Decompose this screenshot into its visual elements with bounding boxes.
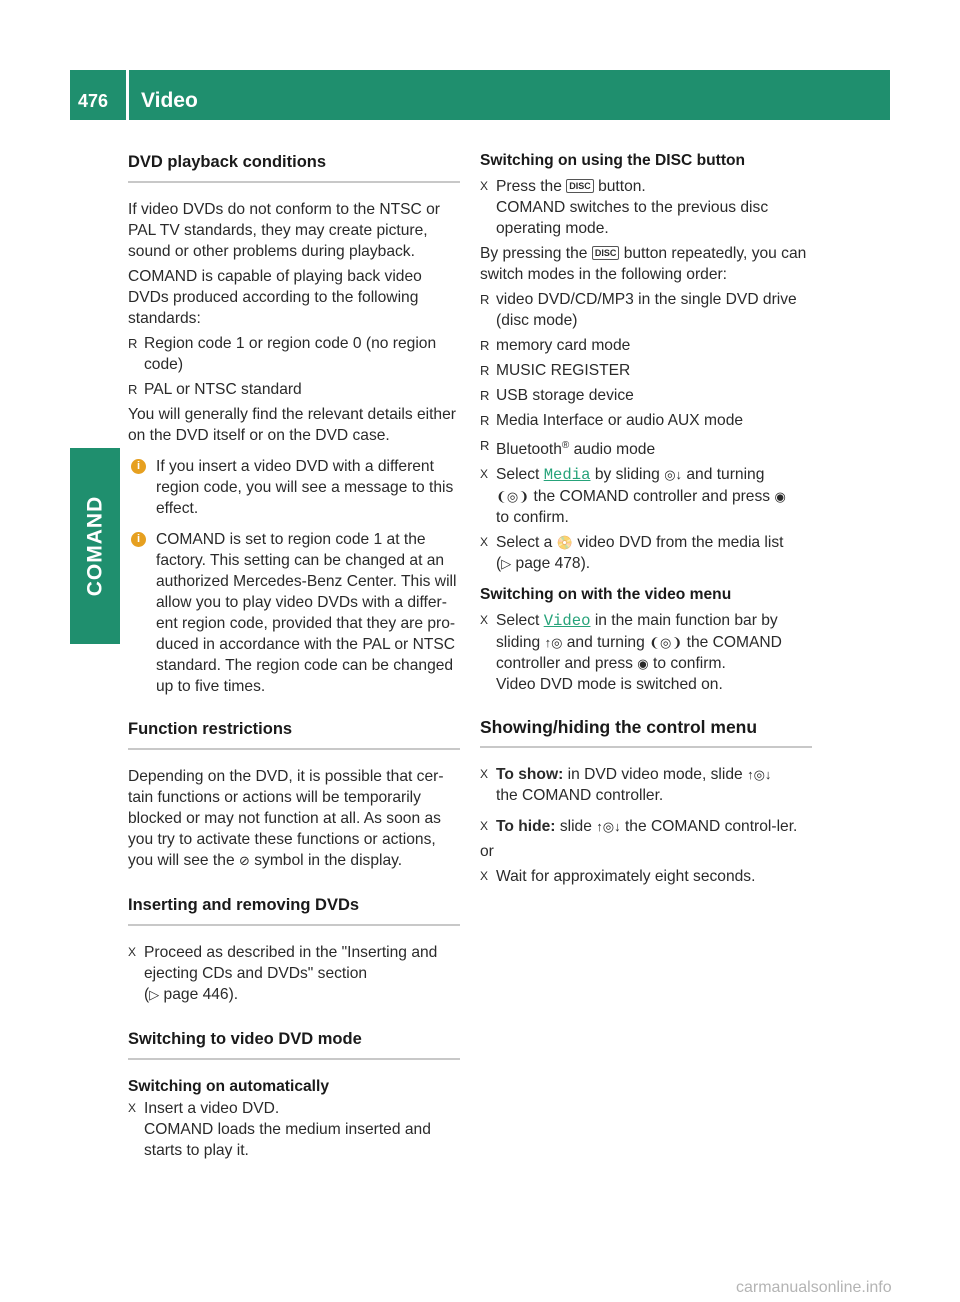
bullet-icon: R [128, 382, 138, 397]
watermark: carmanualsonline.info [736, 1279, 892, 1296]
info-icon: i [131, 459, 146, 474]
heading-switching-video-dvd: Switching to video DVD mode [128, 1027, 460, 1060]
list-item: R Media Interface or audio AUX mode [480, 412, 744, 429]
disc-key-icon: DISC [592, 246, 620, 260]
bullet-icon: R [480, 363, 490, 378]
heading-video-menu: Switching on with the video menu [480, 586, 732, 603]
header-separator [126, 70, 129, 120]
turn-controller-icon: ❨◎❩ [649, 635, 683, 650]
step-arrow-icon: X [480, 767, 489, 781]
bullet-icon: R [480, 292, 490, 307]
slide-up-icon: ↑◎ [544, 635, 563, 650]
bullet-icon: R [480, 413, 490, 428]
left-column [128, 150, 460, 1161]
paragraph: By pressing the DISC button repeatedly, you can switch modes in the following order: [480, 245, 807, 283]
step-item: X Proceed as described in the "Inserting and ejecting CDs and DVDs" section (▷ page 446). [128, 944, 438, 1003]
list-item: R USB storage device [480, 387, 634, 404]
right-column [480, 150, 812, 887]
paragraph: Depending on the DVD, it is possible that cer-tain functions or actions will be temporarily blocked or may not function at all. As soon as you try to activate these functions or actions, you will see the ⊘ symbol in the display. [128, 768, 444, 869]
slide-down-icon: ◎↓ [664, 467, 683, 482]
step-item: X To show: in DVD video mode, slide ↑◎↓ the COMAND controller. [480, 766, 772, 804]
list-item: R PAL or NTSC standard [128, 381, 302, 398]
slide-up-down-icon: ↑◎↓ [747, 767, 772, 782]
menu-item-media[interactable]: Media [543, 466, 591, 484]
page-title: Video [141, 89, 198, 112]
step-item: X To hide: slide ↑◎↓ the COMAND control-ler. [480, 818, 798, 835]
heading-disc-button: Switching on using the DISC button [480, 152, 746, 169]
heading-inserting-removing: Inserting and removing DVDs [128, 893, 460, 926]
step-item: X Press the DISC button. COMAND switches to the previous disc operating mode. [480, 178, 769, 237]
press-controller-icon: ◉ [774, 489, 786, 504]
bullet-icon: R [128, 336, 138, 351]
prohibited-icon: ⊘ [238, 853, 250, 868]
page-number: 476 [78, 91, 109, 111]
side-tab [70, 448, 120, 644]
press-controller-icon: ◉ [637, 656, 649, 671]
menu-item-video[interactable]: Video [543, 612, 591, 630]
step-item: X Select a 📀 video DVD from the media list (▷ page 478). [480, 534, 784, 572]
heading-function-restrictions: Function restrictions [128, 717, 460, 750]
step-arrow-icon: X [480, 467, 489, 481]
bullet-icon: R [480, 338, 490, 353]
page-ref-icon: ▷ [501, 556, 512, 571]
step-arrow-icon: X [128, 1101, 137, 1115]
paragraph: COMAND is capable of playing back video DVDs produced according to the following standards: [128, 268, 422, 327]
turn-controller-icon: ❨◎❩ [496, 489, 530, 504]
step-item: X Insert a video DVD. COMAND loads the medium inserted and starts to play it. [128, 1100, 431, 1159]
list-item: R video DVD/CD/MP3 in the single DVD drive (disc mode) [480, 291, 797, 329]
paragraph: You will generally find the relevant details either on the DVD itself or on the DVD case. [128, 406, 456, 444]
step-item: X Wait for approximately eight seconds. [480, 868, 756, 885]
page-ref-link[interactable]: page 478). [515, 555, 591, 572]
step-item: X Select Media by sliding ◎↓ and turning ❨◎❩ the COMAND controller and press ◉ to confirm. [480, 466, 786, 526]
list-item: R memory card mode [480, 337, 631, 354]
step-arrow-icon: X [480, 535, 489, 549]
info-note: i If you insert a video DVD with a different region code, you will see a message to this effect. [128, 456, 460, 519]
dvd-video-icon: 📀 [556, 535, 573, 550]
slide-up-down-icon: ↑◎↓ [596, 819, 621, 834]
info-note: i COMAND is set to region code 1 at the factory. This setting can be changed at an authorized Mercedes-Benz Center. This will allow you to play video DVDs with a differ-ent region code, provided that they are pro-duced in accordance with the PAL or NTSC standard. The region code can be changed up to five times. [128, 529, 460, 697]
list-item: R Bluetooth® audio mode [480, 435, 812, 460]
subheading-automatic: Switching on automatically [128, 1078, 330, 1095]
info-icon: i [131, 532, 146, 547]
page-ref-link[interactable]: page 446). [163, 986, 239, 1003]
page-ref-icon: ▷ [149, 987, 160, 1002]
step-arrow-icon: X [480, 613, 489, 627]
heading-dvd-playback: DVD playback conditions [128, 150, 460, 183]
step-arrow-icon: X [480, 869, 489, 883]
disc-key-icon: DISC [566, 179, 594, 193]
step-arrow-icon: X [480, 819, 489, 833]
heading-control-menu: Showing/hiding the control menu [480, 715, 812, 748]
bullet-icon: R [480, 388, 490, 403]
step-arrow-icon: X [128, 945, 137, 959]
list-item: R Region code 1 or region code 0 (no region code) [128, 335, 437, 373]
list-item: R MUSIC REGISTER [480, 362, 631, 379]
bullet-icon: R [480, 438, 490, 453]
step-item: X Select Video in the main function bar by sliding ↑◎ and turning ❨◎❩ the COMAND controller and press ◉ to confirm. Video DVD mode is switched on. [480, 612, 782, 693]
step-arrow-icon: X [480, 179, 489, 193]
paragraph: If video DVDs do not conform to the NTSC or PAL TV standards, they may create picture, sound or other problems during playback. [128, 201, 441, 260]
paragraph-or: or [480, 843, 494, 860]
side-tab-label: COMAND [83, 495, 106, 597]
